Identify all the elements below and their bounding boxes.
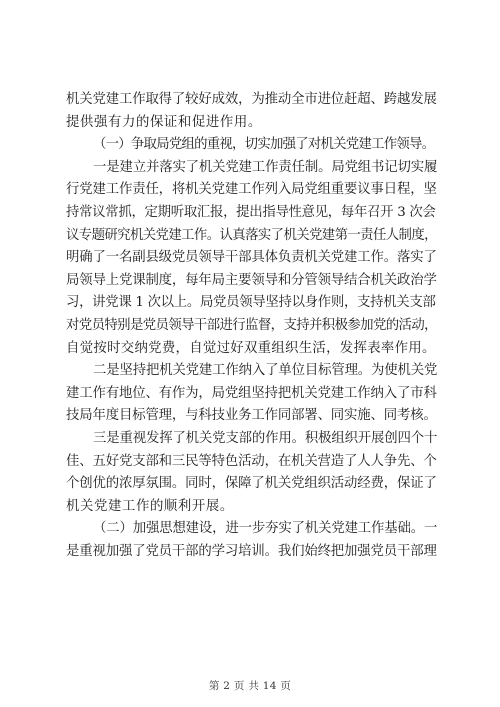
section-heading: （一）争取局党组的重视，切实加强了对机关党建工作领导。 <box>93 137 435 153</box>
text-line: 局领导上党课制度，每年局主要领导和分管领导结合机关政治学 <box>66 272 437 288</box>
text-line: 习，讲党课 1 次以上。局党员领导坚持以身作则，支持机关支部 <box>66 295 436 311</box>
paragraph-1 <box>66 89 436 134</box>
paragraph-2-heading <box>66 134 436 157</box>
text-line: 自觉按时交纳党费，自觉过好双重组织生活，发挥表率作用。 <box>66 340 436 356</box>
text-line: 机关党建工作取得了较好成效，为推动全市进位赶超、跨越发展 <box>66 92 437 107</box>
text-line: 个创优的浓厚氛围。同时，保障了机关党组织活动经费，保证了 <box>66 476 437 492</box>
section-heading: （二）加强思想建设，进一步夯实了机关党建工作基础。一 <box>93 521 438 537</box>
text-line: 是重视加强了党员干部的学习培训。我们始终把加强党员干部理 <box>66 543 437 559</box>
text-line: 对党员特别是党员领导干部进行监督，支持并积极参加党的活动， <box>66 317 437 333</box>
text-line: 议专题研究机关党建工作。认真落实了机关党建第一责任人制度， <box>66 227 437 243</box>
paragraph-6 <box>66 518 436 563</box>
text-line: 提供强有力的保证和促进作用。 <box>66 114 262 130</box>
text-line: 一是建立并落实了机关党建工作责任制。局党组书记切实履 <box>93 159 438 175</box>
text-line: 技局年度目标管理，与科技业务工作同部署、同实施、同考核。 <box>66 408 437 424</box>
paragraph-5 <box>66 428 436 518</box>
text-line: 建工作有地位、有作为，局党组坚持把机关党建工作纳入了市科 <box>66 385 437 401</box>
text-line: 机关党建工作的顺利开展。 <box>66 498 234 514</box>
text-line: 佳、五好党支部和三民等特色活动，在机关营造了人人争先、个 <box>66 453 437 469</box>
text-line: 二是坚持把机关党建工作纳入了单位目标管理。为使机关党 <box>93 363 438 379</box>
text-line: 行党建工作责任，将机关党建工作列入局党组重要议事日程，坚 <box>66 182 437 198</box>
text-line: 持常议常抓，定期听取汇报，提出指导性意见，每年召开 3 次会 <box>66 204 436 220</box>
paragraph-3 <box>66 157 436 360</box>
paragraph-4 <box>66 360 436 428</box>
document-body <box>66 89 436 563</box>
page-footer: 第 2 页 共 14 页 <box>208 680 292 692</box>
text-line: 三是重视发挥了机关党支部的作用。积极组织开展创四个十 <box>93 430 438 446</box>
text-line: 明确了一名副县级党员领导干部具体负责机关党建工作。落实了 <box>66 250 437 266</box>
